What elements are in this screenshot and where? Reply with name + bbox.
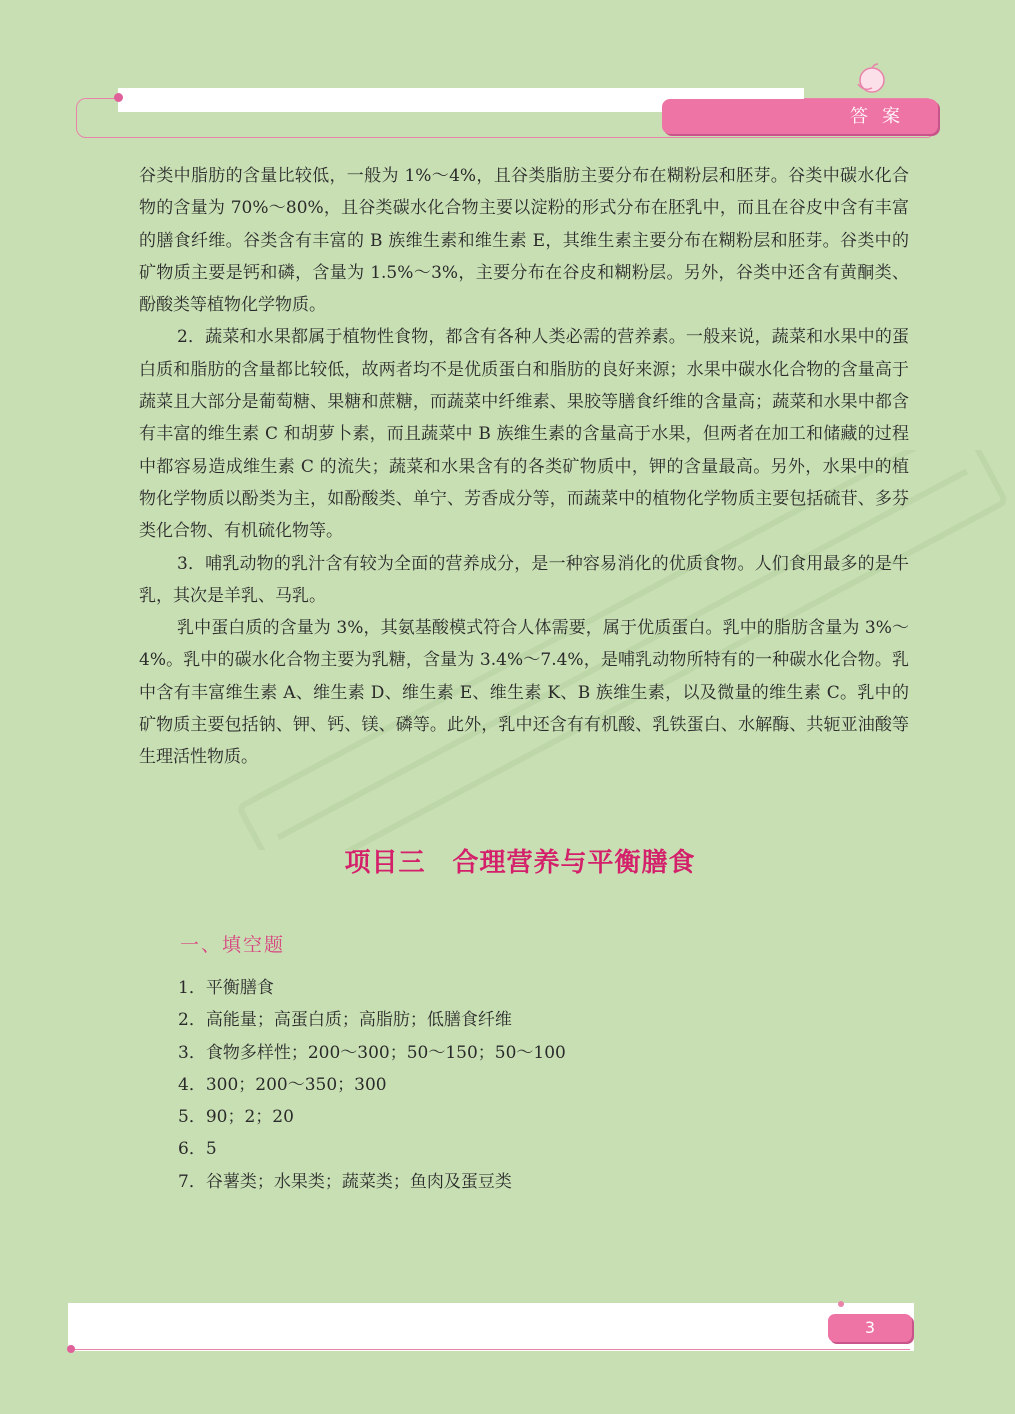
answer-item: 1．平衡膳食: [178, 978, 274, 998]
footer-line: [70, 1349, 910, 1350]
paragraph-veg-fruit: 2．蔬菜和水果都属于植物性食物，都含有各种人类必需的营养素。一般来说，蔬菜和水果中的蛋白质和脂肪的含量都比较低，故两者均不是优质蛋白和脂肪的良好来源；水果中碳水化合物的含量高于蔬菜且大部分是葡萄糖、果糖和蔗糖，而蔬菜中纤维素、果胶等膳食纤维的含量高；蔬菜和水果中都含有丰富的维生素 C 和胡萝卜素，而且蔬菜中 B 族维生素的含量高于水果，但两者在加工和储藏的过程中都容易造成维生素 C 的流失；蔬菜和水果含有的各类矿物质中，钾的含量最高。另外，水果中的植物化学物质以酚类为主，如酚酸类、单宁、芳香成分等，而蔬菜中的植物化学物质主要包括硫苷、多芬类化合物、有机硫化物等。: [139, 327, 909, 542]
answer-item: 6．5: [178, 1139, 217, 1160]
answer-item: 2．高能量；高蛋白质；高脂肪；低膳食纤维: [178, 1010, 512, 1031]
answer-item: 3．食物多样性；200～300；50～150；50～100: [178, 1042, 566, 1063]
answer-body: [139, 160, 909, 774]
answer-item: 5．90；2；20: [178, 1107, 294, 1128]
footer-strip: [68, 1303, 914, 1351]
answer-tab: 答案: [662, 99, 938, 134]
paragraph-cereal: 谷类中脂肪的含量比较低，一般为 1%～4%，且谷类脂肪主要分布在糊粉层和胚芽。谷类中碳水化合物的含量为 70%～80%，且谷类碳水化合物主要以淀粉的形式分布在胚乳中，而且在谷皮中含有丰富的膳食纤维。谷类含有丰富的 B 族维生素和维生素 E，其维生素主要分布在糊粉层和胚芽。谷类中的矿物质主要是钙和磷，含量为 1.5%～3%，主要分布在谷皮和糊粉层。另外，谷类中还含有黄酮类、酚酸类等植物化学物质。: [139, 166, 909, 316]
answer-list: [178, 972, 566, 1198]
subsection-title: 一、填空题: [180, 934, 286, 956]
section-title: 项目三 合理营养与平衡膳食: [344, 848, 696, 878]
paragraph-milk-nutrients: 乳中蛋白质的含量为 3%，其氨基酸模式符合人体需要，属于优质蛋白。乳中的脂肪含量为 3%～4%。乳中的碳水化合物主要为乳糖，含量为 3.4%～7.4%，是哺乳动物所特有的一种碳水化合物。乳中含有丰富维生素 A、维生素 D、维生素 E、维生素 K、B 族维生素，以及微量的维生素 C。乳中的矿物质主要包括钠、钾、钙、镁、磷等。此外，乳中还含有有机酸、乳铁蛋白、水解酶、共轭亚油酸等生理活性物质。: [139, 618, 909, 768]
answer-item: 4．300；200～350；300: [178, 1074, 387, 1095]
footer-dot: [67, 1345, 75, 1353]
page-number: 3: [828, 1314, 912, 1342]
paragraph-milk: 3．哺乳动物的乳汁含有较为全面的营养成分，是一种容易消化的优质食物。人们食用最多的是牛乳，其次是羊乳、马乳。: [139, 553, 909, 606]
header-dot: [114, 93, 123, 102]
footer-dot-small: [838, 1301, 844, 1307]
answer-item: 7．谷薯类；水果类；蔬菜类；鱼肉及蛋豆类: [178, 1171, 512, 1192]
apple-icon: [850, 62, 890, 98]
